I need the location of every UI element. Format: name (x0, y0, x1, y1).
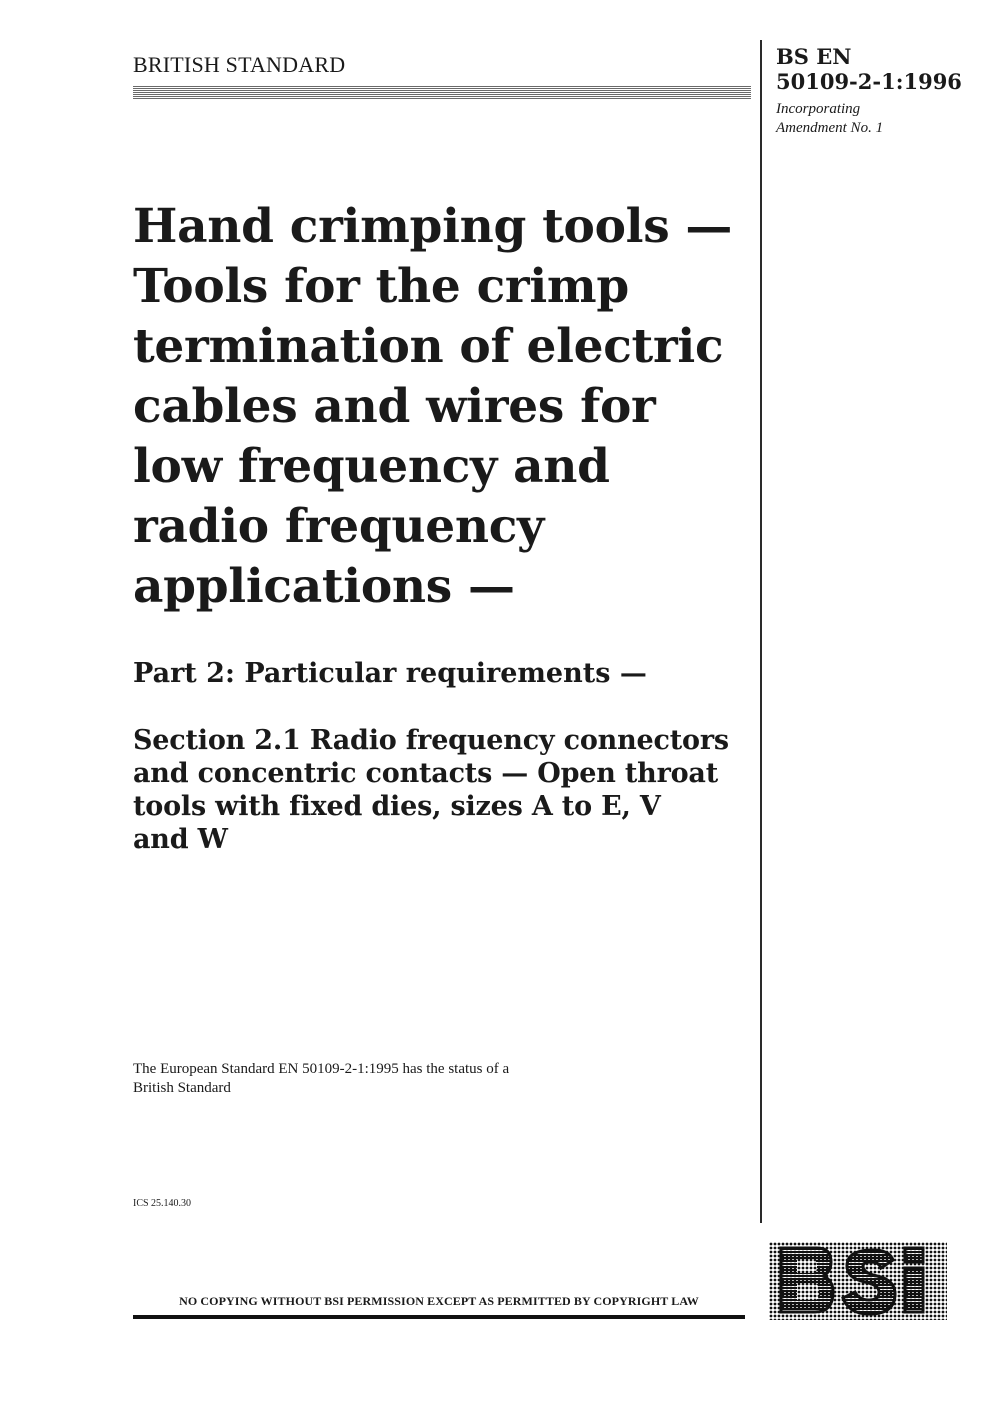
part-title: Part 2: Particular requirements — (133, 658, 647, 689)
status-line: The European Standard EN 50109-2-1:1995 has the status of a (133, 1061, 510, 1077)
section-line: Section 2.1 Radio frequency connectors (133, 725, 729, 756)
status-note (133, 1060, 653, 1098)
title-line: radio frequency (133, 499, 545, 554)
copyright-bar (133, 1315, 745, 1319)
bsi-logo-icon (769, 1242, 947, 1320)
amendment-line: Amendment No. 1 (776, 120, 884, 136)
title-line: low frequency and (133, 439, 610, 494)
title-line: applications — (133, 559, 515, 614)
section-title (133, 724, 758, 856)
section-line: and concentric contacts — Open throat (133, 758, 718, 789)
section-line: and W (133, 824, 228, 855)
header-rule (133, 86, 751, 100)
title-line: Hand crimping tools — (133, 199, 733, 254)
series-label: BRITISH STANDARD (133, 52, 346, 77)
document-title (133, 197, 748, 617)
standard-number-line: BS EN (776, 44, 852, 69)
title-line: cables and wires for (133, 379, 656, 434)
status-line: British Standard (133, 1080, 231, 1096)
standard-number-line: 50109-2-1:1996 (776, 69, 962, 94)
title-line: termination of electric (133, 319, 724, 374)
amendment-line: Incorporating (776, 101, 861, 117)
copyright-banner (133, 1292, 745, 1320)
title-line: Tools for the crimp (133, 259, 629, 314)
section-line: tools with fixed dies, sizes A to E, V (133, 791, 661, 822)
standard-number (776, 44, 962, 94)
amendment-note (776, 100, 883, 138)
vertical-divider (760, 40, 762, 1223)
copyright-notice: NO COPYING WITHOUT BSI PERMISSION EXCEPT AS PERMITTED BY COPYRIGHT LAW (179, 1294, 699, 1308)
ics-code: ICS 25.140.30 (133, 1198, 192, 1209)
